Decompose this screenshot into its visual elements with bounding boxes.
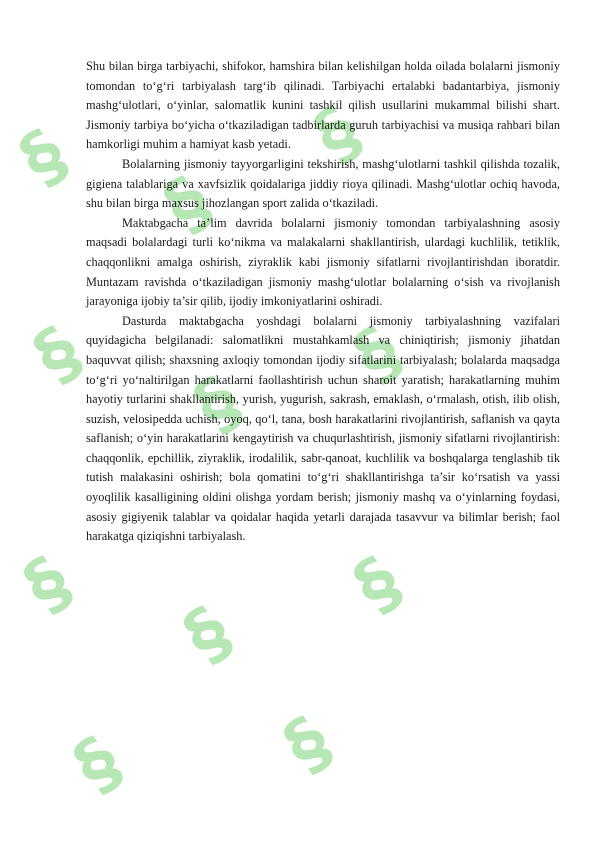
watermark-mark: § bbox=[149, 160, 226, 248]
watermark-mark: § bbox=[59, 720, 136, 808]
watermark-mark: § bbox=[299, 90, 376, 178]
watermark-mark: § bbox=[339, 310, 416, 398]
watermark-mark: § bbox=[5, 113, 82, 201]
paragraph: Bolalarning jismoniy tayyorgarligini tekshirish, mashg‘ulotlarni tashkil qilishda tozalik, gigiena talablariga va xavfsizlik qoidalariga jiddiy rioya qilinadi. Mashg‘ulotlar ochiq havoda, shu bilan birga maxsus jihozlangan sport zalida o‘tkaziladi. bbox=[86, 156, 560, 211]
paragraph: Dasturda maktabgacha yoshdagi bolalarni jismoniy tarbiyalashning vazifalari quyidagicha belgilanadi: salomatlikni mustahkamlash va chiniqtirish; jismoniy jihatdan baquvvat qilish; shaxsning axloqiy tomondan ijodiy sifatlarini tarbiyalash; bolalarda maqsadga to‘g‘ri yo‘naltirilgan harakatlarni faollashtirish uchun sharoit yaratish; harakatlarning muhim hayotiy turlarini shakllantirish, yurish, yugurish, sakrash, emaklash, o‘rmalash, otish, ilib olish, suzish, velosipedda uchish, oyoq, qo‘l, tana, bosh harakatlarini rivojlantirish, saflanish va qayta saflanish; o‘yin harakatlarini kengaytirish va chuqurlashtirish, jismoniy sifatlarni rivojlantirish: chaqqonlik, epchillik, ziyraklik, irodalilik, sabr-qanoat, kuchlilik va boshqalarga tenglashib tik tutish malakasini oshirish; bola qomatini to‘g‘ri shakllantirishga ta’sir ko‘rsatish va yassi oyoqlilik kasalligining oldini olishga yordam berish; jismoniy mashq va o‘yinlarning foydasi, asosiy gigiyenik talablar va qoidalar haqida yetarli darajada tasavvur va bilimlar berish; faol harakatga qiziqishni tarbiyalash. bbox=[86, 313, 560, 544]
watermark-mark: § bbox=[19, 310, 96, 398]
paragraph: Maktabgacha ta’lim davrida bolalarni jismoniy tomondan tarbiyalashning asosiy maqsadi bolalardagi turli ko‘nikma va malakalarni shakllantirish, ulardagi kuchlilik, tetiklik, chaqqonlikni amalga oshirish, ziyraklik kabi jismoniy sifatlarni rivojlantirishdan iboratdir. Muntazam ravishda o‘tkaziladigan jismoniy mashg‘ulotlar bolalarning o‘sish va rivojlanish jarayoniga ijobiy ta’sir qilib, ijodiy imkoniyatlarini oshiradi. bbox=[86, 215, 560, 309]
watermark-mark: § bbox=[179, 360, 256, 448]
watermark-mark: § bbox=[9, 540, 86, 628]
watermark-mark: § bbox=[169, 590, 246, 678]
paragraph: Shu bilan birga tarbiyachi, shifokor, hamshira bilan kelishilgan holda oilada bolalarni jismoniy tomondan to‘g‘ri tarbiyalash targ‘ib qilinadi. Tarbiyachi ertalabki badantarbiya, jismoniy mashg‘ulotlari, o‘yinlar, salomatlik kunini tashkil qilish usullarini mukammal bilishi shart. Jismoniy tarbiya bo‘yicha o‘tkaziladigan tadbirlarda guruh tarbiyachisi va musiqa rahbari bilan hamkorligi muhim a hamiyat kasb yetadi. bbox=[86, 59, 560, 152]
watermark-mark: § bbox=[339, 540, 416, 628]
watermark-mark: § bbox=[269, 700, 346, 788]
document-body bbox=[86, 57, 560, 547]
